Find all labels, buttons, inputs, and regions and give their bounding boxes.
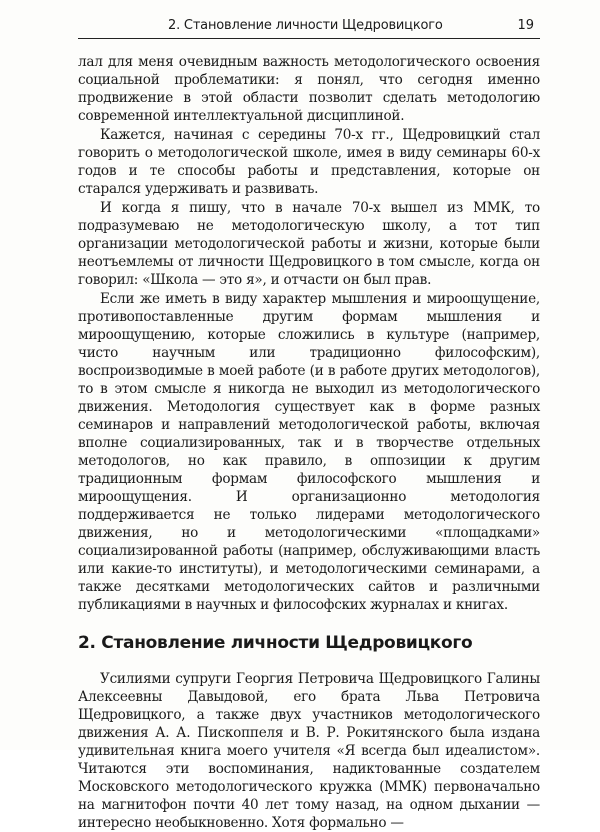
paragraph-continued: лал для меня очевидным важность методологического освоения социальной проблематики: я понял, что сегодня именно продвижение в этой области позволит сделать методологию современной интеллектуальной дисциплиной. bbox=[78, 54, 540, 124]
page-body bbox=[78, 53, 540, 832]
paragraph: И когда я пишу, что в начале 70-х вышел из ММК, то подразумеваю не методологическую школу, а тот тип организации методологической работы и жизни, которые были неотъемлемы от личности Щедровицкого в том смысле, когда он говорил: «Школа — это я», и отчасти он был прав. bbox=[78, 200, 540, 288]
paragraph: Если же иметь в виду характер мышления и мироощущение, противопоставленные другим формам мышления и мироощущению, которые сложились в культуре (например, чисто научным или традиционно философским), воспроизводимые в моей работе (и в работе других методологов), то в этом смысле я никогда не выходил из методологического движения. Методология существует как в форме разных семинаров и направлений методологической работы, включая вполне социализированных, так и в творчестве отдельных методологов, но как правило, в оппозиции к другим традиционным формам философского мышления и мироощущения. И организационно методология поддерживается не только лидерами методологического движения, но и методологическими «площадками» социализированной работы (например, обслуживающими власть или какие-то институты), и методологическими семинарами, а также десятками методологических сайтов и различными публикациями в научных и философских журналах и книгах. bbox=[78, 291, 540, 613]
paragraph: Усилиями супруги Георгия Петровича Щедровицкого Галины Алексеевны Давыдовой, его брата Льва Петровича Щедровицкого, а также двух участников методологического движения А. А. Пископпеля и В. Р. Рокитянского была издана удивительная книга моего учителя «Я всегда был идеалистом». Читаются эти воспоминания, надиктованные создателем Московского методологического кружка (ММК) первоначально на магнитофон почти 40 лет тому назад, на одном дыхании — интересно необыкновенно. Хотя формально — bbox=[78, 671, 540, 831]
paragraph: Кажется, начиная с середины 70-х гг., Щедровицкий стал говорить о методологической школе, имея в виду семинары 60-х годов и те способы работы и представления, которые он старался удерживать и развивать. bbox=[78, 127, 540, 197]
running-header-title: 2. Становление личности Щедровицкого bbox=[168, 18, 443, 33]
section-heading: 2. Становление личности Щедровицкого bbox=[78, 633, 473, 653]
page-number: 19 bbox=[517, 18, 534, 33]
running-header bbox=[78, 16, 540, 39]
